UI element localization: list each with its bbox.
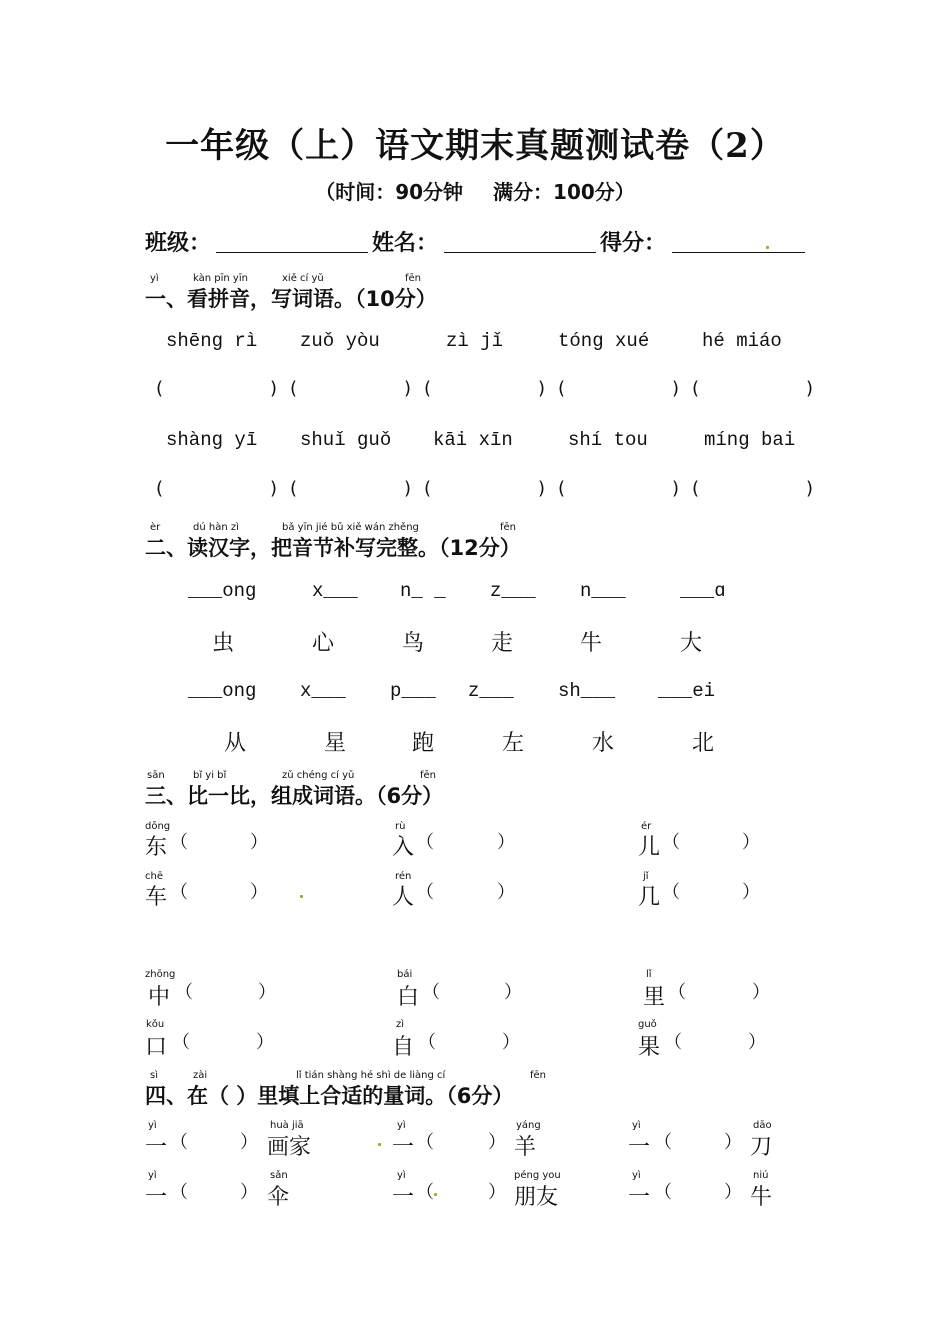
noun-word: 伞	[267, 1185, 290, 1210]
class-label: 班级：	[145, 231, 212, 256]
answer-box-close: ）	[250, 832, 268, 853]
answer-box-close: )	[538, 478, 546, 499]
answer-box-open[interactable]: （	[416, 1132, 434, 1153]
answer-box-close: ）	[256, 1032, 274, 1053]
measure-number: 一	[392, 1185, 415, 1210]
compare-char: 里	[643, 985, 666, 1010]
char-pinyin: rén	[395, 871, 412, 882]
answer-box-close: ）	[250, 882, 268, 903]
char-pinyin: zhōng	[145, 969, 176, 980]
compare-char: 口	[145, 1035, 168, 1060]
noun-pinyin: huà jiā	[270, 1120, 304, 1131]
section-4-pinyin-1: sì	[150, 1070, 158, 1081]
hanzi-char: 水	[592, 731, 615, 756]
measure-pinyin: yì	[397, 1170, 406, 1181]
answer-box-close: ）	[497, 832, 515, 853]
section-2-pinyin-2: dú hàn zì	[193, 522, 239, 533]
char-pinyin: dōng	[145, 821, 171, 832]
syllable-blank[interactable]: ___ong	[188, 580, 257, 602]
answer-box-close: )	[538, 378, 546, 399]
compare-char: 中	[148, 985, 171, 1010]
answer-box-open[interactable]: (	[558, 478, 566, 499]
answer-box-open[interactable]: （	[416, 832, 434, 853]
section-2-pinyin-4: fēn	[500, 522, 517, 533]
speck-mark	[378, 1143, 381, 1146]
answer-box-close: ）	[502, 1032, 520, 1053]
score-blank[interactable]	[672, 252, 805, 253]
char-pinyin: bái	[397, 969, 413, 980]
section-4-heading: 四、在（ ）里填上合适的量词。（6分）	[145, 1084, 514, 1108]
full-score: 满分：100分）	[493, 180, 635, 204]
answer-box-open[interactable]: (	[558, 378, 566, 399]
measure-number: 一	[145, 1185, 168, 1210]
noun-pinyin: sǎn	[270, 1170, 288, 1181]
section-3-pinyin-4: fēn	[420, 770, 437, 781]
compare-char: 白	[397, 985, 420, 1010]
answer-box-close: ）	[258, 982, 276, 1003]
answer-box-close: )	[404, 478, 412, 499]
hanzi-char: 牛	[580, 631, 603, 656]
char-pinyin: rù	[395, 821, 406, 832]
answer-box-open[interactable]: （	[422, 982, 440, 1003]
noun-pinyin: dāo	[753, 1120, 772, 1131]
exam-subtitle	[0, 176, 950, 205]
pinyin-word: kāi xīn	[433, 429, 513, 451]
syllable-blank[interactable]: ___ei	[658, 680, 716, 702]
answer-box-open[interactable]: (	[156, 478, 164, 499]
pinyin-word: shuǐ guǒ	[300, 429, 392, 451]
answer-box-close: )	[806, 478, 814, 499]
answer-box-close: ）	[742, 882, 760, 903]
answer-box-open[interactable]: (	[156, 378, 164, 399]
hanzi-char: 鸟	[402, 631, 425, 656]
noun-pinyin: yáng	[516, 1120, 541, 1131]
char-pinyin: chē	[145, 871, 163, 882]
page-title: 一年级（上）语文期末真题测试卷（2）	[165, 126, 785, 166]
answer-box-open[interactable]: （	[662, 832, 680, 853]
measure-number: 一	[628, 1135, 651, 1160]
hanzi-char: 心	[312, 631, 335, 656]
noun-word: 牛	[750, 1185, 773, 1210]
answer-box-close: ）	[724, 1132, 742, 1153]
syllable-blank[interactable]: x___	[300, 680, 346, 702]
answer-box-open[interactable]: （	[654, 1132, 672, 1153]
answer-box-close: ）	[748, 1032, 766, 1053]
pinyin-word: hé miáo	[702, 330, 782, 352]
noun-pinyin: niú	[753, 1170, 769, 1181]
measure-number: 一	[628, 1185, 651, 1210]
answer-box-close: ）	[240, 1132, 258, 1153]
noun-word: 朋友	[514, 1185, 559, 1210]
compare-char: 果	[638, 1035, 661, 1060]
measure-pinyin: yì	[148, 1170, 157, 1181]
compare-char: 东	[145, 835, 168, 860]
pinyin-word: zuǒ yòu	[300, 330, 380, 352]
char-pinyin: jǐ	[643, 871, 649, 882]
section-1-pinyin-1: yì	[150, 273, 159, 284]
answer-box-open[interactable]: （	[170, 882, 188, 903]
char-pinyin: lǐ	[646, 969, 652, 980]
answer-box-close: ）	[240, 1182, 258, 1203]
syllable-blank[interactable]: z___	[490, 580, 536, 602]
answer-box-open[interactable]: （	[170, 1182, 188, 1203]
answer-box-close: )	[806, 378, 814, 399]
section-4-pinyin-4: fēn	[530, 1070, 547, 1081]
speck-mark	[434, 1193, 437, 1196]
measure-number: 一	[145, 1135, 168, 1160]
section-2-pinyin-1: èr	[150, 522, 161, 533]
answer-box-close: )	[270, 478, 278, 499]
measure-number: 一	[392, 1135, 415, 1160]
pinyin-word: shēng rì	[166, 330, 258, 352]
speck-mark	[766, 246, 769, 249]
syllable-blank[interactable]: p___	[390, 680, 436, 702]
measure-pinyin: yì	[397, 1120, 406, 1131]
section-3-heading: 三、比一比，组成词语。（6分）	[145, 784, 444, 808]
answer-box-open[interactable]: (	[290, 378, 298, 399]
section-2-heading: 二、读汉字，把音节补写完整。（12分）	[145, 536, 521, 560]
answer-box-close: )	[404, 378, 412, 399]
hanzi-char: 北	[692, 731, 715, 756]
time-limit: （时间：90分钟	[315, 180, 464, 204]
answer-box-close: ）	[742, 832, 760, 853]
pinyin-word: shàng yī	[166, 429, 258, 451]
answer-box-close: ）	[488, 1132, 506, 1153]
noun-word: 刀	[750, 1135, 773, 1160]
answer-box-open[interactable]: （	[172, 1032, 190, 1053]
speck-mark	[300, 895, 303, 898]
hanzi-char: 从	[224, 731, 247, 756]
answer-box-open[interactable]: （	[654, 1182, 672, 1203]
hanzi-char: 星	[324, 731, 347, 756]
syllable-blank[interactable]: x___	[312, 580, 358, 602]
section-3-pinyin-2: bǐ yi bǐ	[193, 770, 227, 781]
name-label: 姓名：	[372, 231, 439, 256]
noun-word: 羊	[514, 1135, 537, 1160]
answer-box-close: ）	[504, 982, 522, 1003]
section-2-pinyin-3: bǎ yīn jié bǔ xiě wán zhěng	[282, 522, 419, 533]
answer-box-open[interactable]: (	[290, 478, 298, 499]
compare-char: 人	[392, 885, 415, 910]
compare-char: 入	[392, 835, 415, 860]
compare-char: 几	[638, 885, 661, 910]
measure-pinyin: yì	[148, 1120, 157, 1131]
section-4-pinyin-2: zài	[193, 1070, 208, 1081]
syllable-blank[interactable]: n_ _	[400, 580, 446, 602]
measure-pinyin: yì	[632, 1120, 641, 1131]
answer-box-close: ）	[752, 982, 770, 1003]
answer-box-open[interactable]: （	[175, 982, 193, 1003]
pinyin-word: shí tou	[568, 429, 648, 451]
answer-box-open[interactable]: （	[418, 1032, 436, 1053]
char-pinyin: kǒu	[146, 1019, 165, 1030]
answer-box-close: )	[270, 378, 278, 399]
answer-box-open[interactable]: （	[170, 832, 188, 853]
syllable-blank[interactable]: n___	[580, 580, 626, 602]
answer-box-close: ）	[497, 882, 515, 903]
answer-box-close: ）	[488, 1182, 506, 1203]
answer-box-open[interactable]: （	[170, 1132, 188, 1153]
char-pinyin: zì	[396, 1019, 405, 1030]
class-blank[interactable]	[216, 252, 368, 253]
pinyin-word: zì jǐ	[446, 330, 504, 352]
answer-box-open[interactable]: （	[416, 882, 434, 903]
hanzi-char: 虫	[212, 631, 235, 656]
measure-pinyin: yì	[632, 1170, 641, 1181]
section-3-pinyin-1: sān	[147, 770, 165, 781]
char-pinyin: guǒ	[638, 1019, 657, 1030]
hanzi-char: 大	[680, 631, 703, 656]
score-label: 得分：	[600, 231, 667, 256]
answer-box-close: )	[672, 478, 680, 499]
pinyin-word: míng bai	[704, 429, 796, 451]
syllable-blank[interactable]: sh___	[558, 680, 616, 702]
pinyin-word: tóng xué	[558, 330, 650, 352]
answer-box-open[interactable]: (	[692, 478, 700, 499]
answer-box-open[interactable]: （	[668, 982, 686, 1003]
answer-box-open[interactable]: （	[662, 882, 680, 903]
compare-char: 车	[145, 885, 168, 910]
answer-box-open[interactable]: (	[424, 478, 432, 499]
hanzi-char: 左	[502, 731, 525, 756]
answer-box-close: )	[672, 378, 680, 399]
compare-char: 儿	[638, 835, 661, 860]
answer-box-open[interactable]: （	[416, 1182, 434, 1203]
syllable-blank[interactable]: ___ɑ	[680, 580, 726, 602]
noun-pinyin: péng you	[514, 1170, 561, 1181]
section-1-pinyin-3: xiě cí yǔ	[282, 273, 324, 284]
char-pinyin: ér	[641, 821, 652, 832]
section-4-pinyin-3: lǐ tián shàng hé shì de liàng cí	[296, 1070, 446, 1081]
syllable-blank[interactable]: ___ong	[188, 680, 257, 702]
answer-box-close: ）	[724, 1182, 742, 1203]
answer-box-open[interactable]: (	[692, 378, 700, 399]
section-3-pinyin-3: zǔ chéng cí yǔ	[282, 770, 355, 781]
section-1-pinyin-4: fēn	[405, 273, 422, 284]
section-1-heading: 一、看拼音，写词语。（10分）	[145, 287, 437, 311]
name-blank[interactable]	[444, 252, 596, 253]
hanzi-char: 走	[491, 631, 514, 656]
answer-box-open[interactable]: （	[664, 1032, 682, 1053]
syllable-blank[interactable]: z___	[468, 680, 514, 702]
hanzi-char: 跑	[412, 731, 435, 756]
noun-word: 画家	[267, 1135, 312, 1160]
answer-box-open[interactable]: (	[424, 378, 432, 399]
section-1-pinyin-2: kàn pīn yīn	[193, 273, 248, 284]
compare-char: 自	[392, 1035, 415, 1060]
